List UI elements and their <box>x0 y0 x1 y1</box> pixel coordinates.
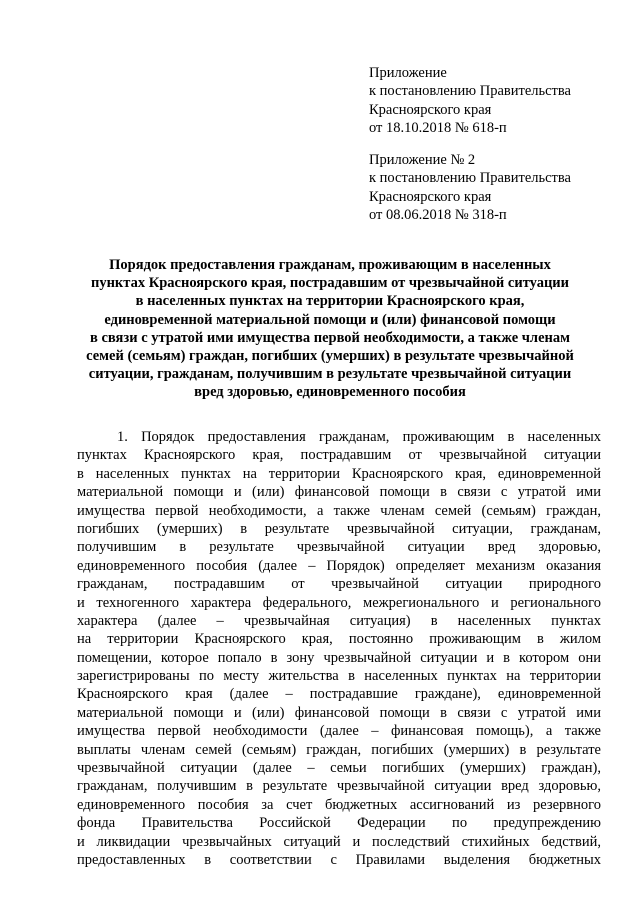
body-line: в населенных пунктах на территории Красноярского края, единовременной <box>77 465 601 482</box>
body-line: и ликвидации чрезвычайных ситуаций и последствий стихийных бедствий, <box>77 833 601 850</box>
body-line: зарегистрированы по месту жительства в населенных пунктах на территории <box>77 668 601 685</box>
body-line: имущества первой необходимости (далее – финансовая помощь), а также <box>77 723 601 740</box>
title-line: ситуации, гражданам, получившим в результате чрезвычайной ситуации <box>88 366 572 383</box>
body-line: выплаты членам семей (семьям) граждан, погибших (умерших) в результате <box>77 741 601 758</box>
appendix-2-line: к постановлению Правительства <box>369 170 571 187</box>
body-line: чрезвычайной ситуации (далее – семьи погибших (умерших) граждан), <box>77 760 601 777</box>
body-line: и техногенного характера федерального, межрегионального и регионального <box>77 594 601 611</box>
body-line: погибших (умерших) в результате чрезвычайной ситуации, гражданам, <box>77 520 601 537</box>
body-line: на территории Красноярского края, постоянно проживающим в жилом <box>77 631 601 648</box>
appendix-1-line: к постановлению Правительства <box>369 83 571 100</box>
appendix-2-block <box>369 151 571 225</box>
title-line: вред здоровью, единовременного пособия <box>194 384 466 401</box>
appendix-2-line: от 08.06.2018 № 318-п <box>369 207 507 224</box>
body-line: материальной помощи и (или) финансовой помощи в связи с утратой ими <box>77 704 601 721</box>
body-line: фонда Правительства Российской Федерации по предупреждению <box>77 815 601 832</box>
body-line: характера (далее – чрезвычайная ситуация) в населенных пунктах <box>77 612 601 629</box>
body-line: гражданам, пострадавшим от чрезвычайной ситуации природного <box>77 576 601 593</box>
title-line: в населенных пунктах на территории Красноярского края, <box>135 293 525 310</box>
body-line: пунктах Красноярского края, пострадавшим от чрезвычайной ситуации <box>77 447 601 464</box>
appendix-1-block <box>369 64 571 138</box>
title-line: единовременной материальной помощи и (или) финансовой помощи <box>104 311 556 328</box>
appendix-2-line: Красноярского края <box>369 188 492 205</box>
body-line: имущества первой необходимости, а также членам семей (семьям) граждан, <box>77 502 601 519</box>
document-title <box>60 256 600 402</box>
appendix-1-line: от 18.10.2018 № 618-п <box>369 120 507 137</box>
body-line: получившим в результате чрезвычайной ситуации вред здоровью, <box>77 539 601 556</box>
body-line: предоставленных в соответствии с Правилами выделения бюджетных <box>77 851 601 868</box>
body-line: 1. Порядок предоставления гражданам, проживающим в населенных <box>117 429 601 445</box>
body-line: Красноярского края (далее – пострадавшие граждане), единовременной <box>77 686 601 703</box>
body-line: материальной помощи и (или) финансовой помощи в связи с утратой ими <box>77 484 601 501</box>
title-line: Порядок предоставления гражданам, проживающим в населенных <box>109 257 551 273</box>
appendix-1-line: Приложение <box>369 65 447 81</box>
appendix-1-line: Красноярского края <box>369 101 492 118</box>
body-line: единовременного пособия (далее – Порядок) определяет механизм оказания <box>77 557 601 574</box>
paragraph-1 <box>77 428 601 869</box>
title-line: пунктах Красноярского края, пострадавшим от чрезвычайной ситуации <box>90 275 570 292</box>
appendix-2-line: Приложение № 2 <box>369 152 476 168</box>
title-line: семей (семьям) граждан, погибших (умерших) в результате чрезвычайной <box>86 348 574 365</box>
body-line: единовременного пособия за счет бюджетных ассигнований из резервного <box>77 796 601 813</box>
body-line: гражданам, получившим в результате чрезвычайной ситуации вред здоровью, <box>77 778 601 795</box>
body-line: помещении, которое попало в зону чрезвычайной ситуации и в котором они <box>77 649 601 666</box>
title-line: в связи с утратой ими имущества первой необходимости, а также членам <box>90 329 570 346</box>
